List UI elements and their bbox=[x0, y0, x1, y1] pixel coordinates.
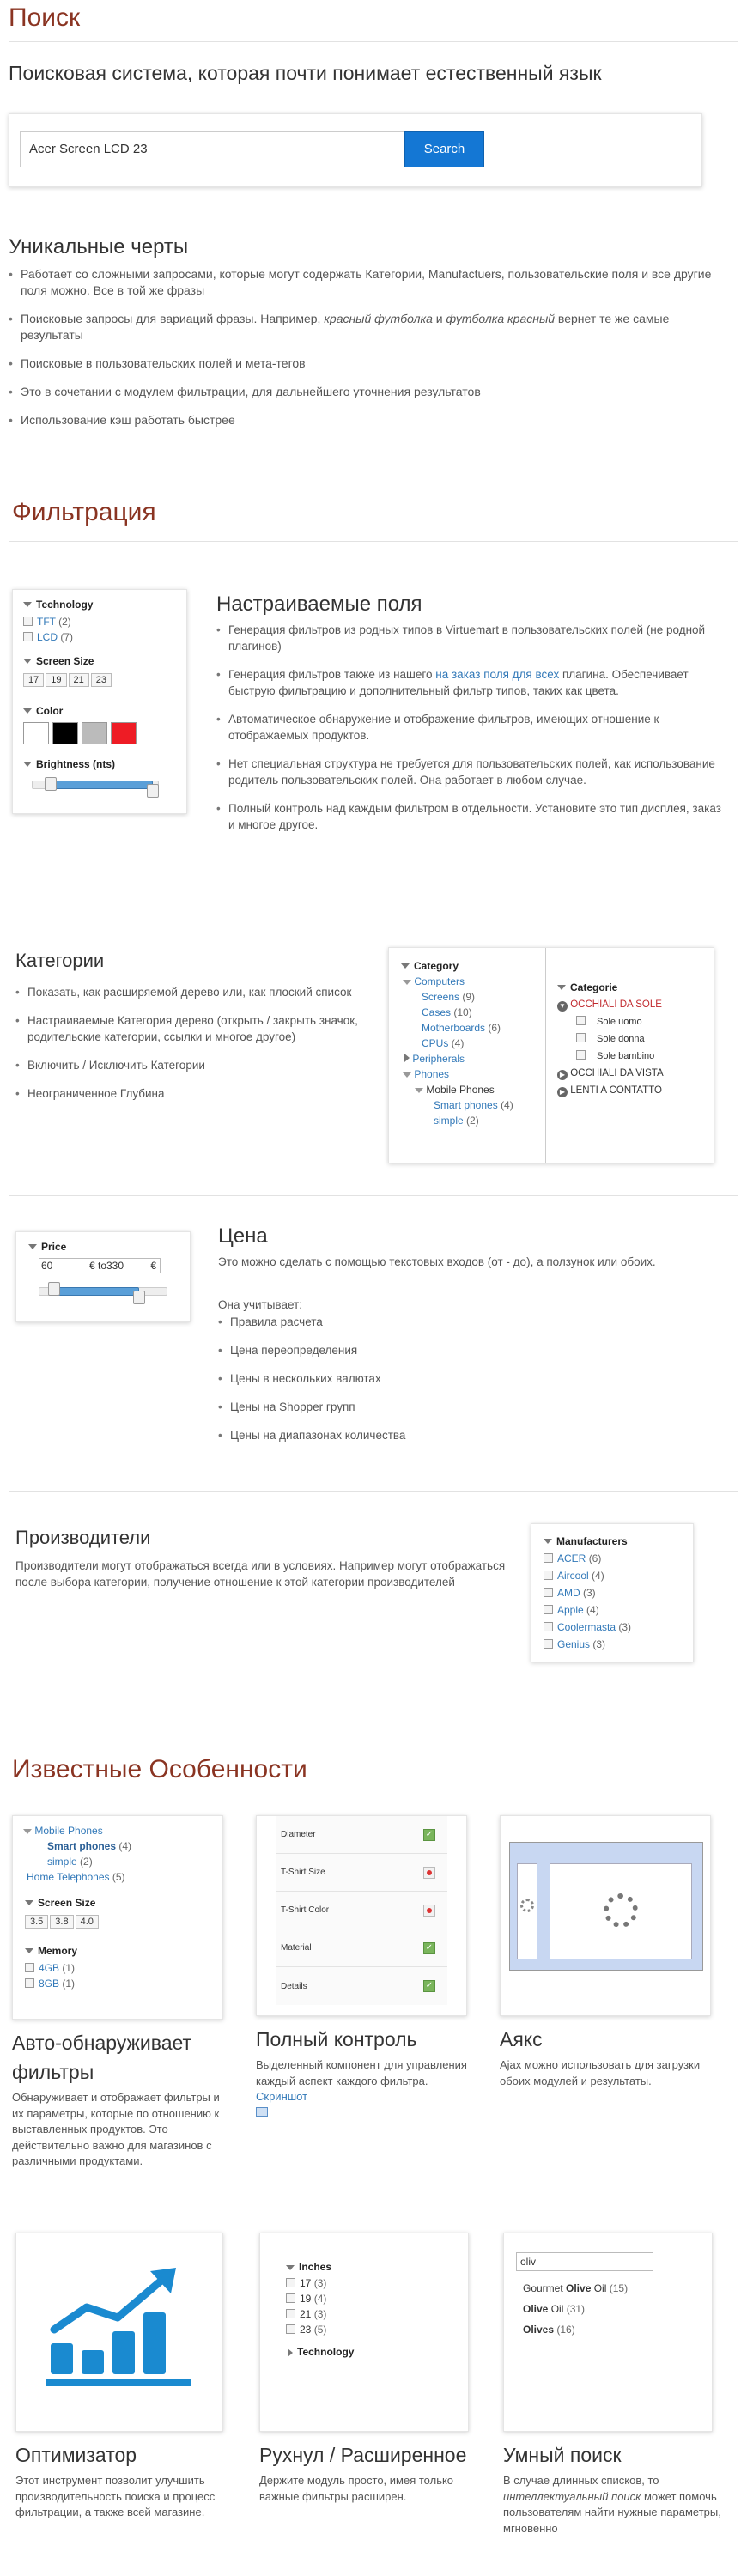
chevron-down-icon bbox=[544, 1539, 552, 1544]
manufacturer-option[interactable]: Coolermasta bbox=[557, 1621, 616, 1633]
tree-item[interactable]: Peripherals bbox=[412, 1053, 465, 1065]
categories-heading: Категории bbox=[15, 950, 105, 971]
suggestion-item[interactable]: Olive Oil (31) bbox=[523, 2303, 586, 2315]
search-subtitle: Поисковая система, которая почти понимает естественный язык bbox=[9, 62, 602, 84]
categorie-title[interactable]: Categorie bbox=[557, 979, 708, 996]
checkbox[interactable] bbox=[25, 1963, 34, 1972]
price-considers: Она учитывает: bbox=[218, 1298, 302, 1311]
chevron-down-icon bbox=[23, 1829, 32, 1834]
color-filter-title[interactable]: Color bbox=[23, 705, 140, 717]
full-control-demo bbox=[256, 1815, 467, 2016]
chevron-down-icon bbox=[403, 980, 411, 985]
list-item: • Использование кэш работать быстрее bbox=[9, 412, 730, 428]
smart-search-desc: В случае длинных списков, то интеллектуальный поиск может помочь пользователям найти нужные параметры, мгновенно bbox=[503, 2474, 721, 2535]
slider-handle[interactable] bbox=[48, 1282, 60, 1296]
ajax-sidebar bbox=[517, 1863, 537, 1959]
list-item: • Поисковые в пользовательских полей и мета-тегов bbox=[9, 355, 730, 372]
search-demo-panel bbox=[9, 113, 702, 187]
list-item: • Автоматическое обнаружение и отображение фильтров, имеющих отношение к отображаемых продуктов. bbox=[216, 711, 725, 744]
manufacturers-title[interactable]: Manufacturers bbox=[544, 1533, 631, 1550]
tree-item[interactable]: simple bbox=[434, 1115, 464, 1127]
slider-handle[interactable] bbox=[133, 1291, 145, 1304]
smart-search-input[interactable]: oliv bbox=[516, 2252, 653, 2271]
inches-title[interactable]: Inches bbox=[286, 2259, 354, 2275]
control-row: Diameter ✓ bbox=[276, 1816, 447, 1854]
category-title[interactable]: Category bbox=[401, 958, 542, 974]
price-range-inputs: 60 € to 330 € bbox=[39, 1258, 161, 1273]
slider-handle[interactable] bbox=[45, 777, 57, 791]
manufacturers-demo-panel: Manufacturers ACER (6) Aircool (4) AMD (3) Apple (4) Coolermasta (3) Genius (3) bbox=[531, 1523, 694, 1662]
optimizer-desc: Этот инструмент позволит улучшить производительность поиска и процесс фильтрации, а также всей магазине. bbox=[15, 2474, 216, 2518]
subcategory[interactable]: Sole donna bbox=[597, 1034, 645, 1044]
manufacturer-option[interactable]: Genius bbox=[557, 1638, 591, 1650]
size-option[interactable]: 17 bbox=[23, 673, 44, 687]
control-row: T-Shirt Color bbox=[276, 1892, 447, 1929]
loading-spinner-icon bbox=[604, 1893, 638, 1928]
optimizer-demo bbox=[15, 2233, 223, 2432]
list-item: • Полный контроль над каждым фильтром в отдельности. Установите это тип дисплея, заказ и многое другое. bbox=[216, 800, 725, 833]
filter-option[interactable]: TFT bbox=[37, 616, 56, 628]
price-desc: Это можно сделать с помощью текстовых входов (от - до), а ползунок или обоих. bbox=[218, 1255, 656, 1268]
auto-detect-demo: Mobile Phones Smart phones (4) simple (2) Home Telephones (5) Screen Size 3.5 3.8 4.0 Memory 4GB (1) 8GB (1) bbox=[12, 1815, 223, 2020]
chevron-down-icon bbox=[23, 708, 32, 714]
features-title: Известные Особенности bbox=[12, 1755, 307, 1783]
control-row: Material ✓ bbox=[276, 1929, 447, 1967]
category-demo-panel: Category Computers Screens (9) Cases (10) Motherboards (6) CPUs (4) Peripherals Phones Mobile Phones Smart phones (4) simple (2) Categorie ▼ OCCHIALI DA SOLE Sole uomo Sole donna Sole bambino ▶ OCCHIALI DA VISTA ▶ LENTI A CONTATTO bbox=[388, 947, 714, 1163]
list-item: • Цены на Shopper групп bbox=[218, 1399, 716, 1415]
image-icon[interactable] bbox=[256, 2107, 268, 2117]
control-row: Details ✓ bbox=[276, 1967, 447, 2005]
list-item: • Генерация фильтров из родных типов в Virtuemart в пользовательских полей (не родной плагинов) bbox=[216, 622, 725, 654]
toggle-icon[interactable] bbox=[423, 1867, 435, 1879]
category-closed[interactable]: OCCHIALI DA VISTA bbox=[570, 1068, 664, 1078]
manufacturer-option[interactable]: Aircool bbox=[557, 1570, 589, 1582]
filter-option[interactable]: 8GB bbox=[39, 1978, 60, 1990]
checkbox[interactable] bbox=[23, 632, 33, 641]
unique-list bbox=[9, 266, 730, 440]
brightness-slider-range bbox=[51, 781, 152, 789]
list-item: • Поисковые запросы для вариаций фразы. Например, красный футболка и футболка красный вернет те же самые результаты bbox=[9, 311, 730, 343]
custom-fields-heading: Настраиваемые поля bbox=[216, 592, 422, 616]
auto-detect-heading: Авто-обнаруживает фильтры bbox=[12, 2032, 192, 2083]
filter-option[interactable]: 19 bbox=[300, 2293, 312, 2305]
price-heading: Цена bbox=[218, 1224, 268, 1248]
manufacturer-option[interactable]: AMD bbox=[557, 1587, 580, 1599]
ajax-frame bbox=[509, 1842, 703, 1971]
list-item: • Цены на диапазонах количества bbox=[218, 1427, 716, 1443]
price-demo-panel bbox=[15, 1231, 191, 1322]
price-to-label: € to bbox=[89, 1260, 107, 1272]
chevron-down-icon bbox=[25, 1948, 33, 1953]
list-item: • Цена переопределения bbox=[218, 1342, 716, 1358]
size-option[interactable]: 3.5 bbox=[25, 1915, 48, 1929]
subcategory[interactable]: Sole uomo bbox=[597, 1017, 642, 1027]
ajax-desc: Ajax можно использовать для загрузки обоих модулей и результаты. bbox=[500, 2058, 701, 2087]
custom-fields-link[interactable]: на заказ поля для всех bbox=[435, 668, 560, 681]
list-item: • Включить / Исключить Категории bbox=[15, 1057, 373, 1073]
memory-title[interactable]: Memory bbox=[25, 1945, 77, 1957]
chevron-down-icon bbox=[401, 963, 410, 969]
growth-chart-icon bbox=[42, 2264, 197, 2393]
list-item: • Нет специальная структура не требуется для пользовательских полей, как использование родитель пользовательских полей. Она работает в любом случае. bbox=[216, 756, 725, 788]
smart-search-heading: Умный поиск bbox=[503, 2444, 622, 2466]
tree-item[interactable]: CPUs bbox=[422, 1037, 449, 1049]
chevron-down-icon bbox=[23, 762, 32, 767]
chevron-down-icon bbox=[23, 602, 32, 607]
suggestion-item[interactable]: Gourmet Olive Oil (15) bbox=[523, 2282, 629, 2294]
loading-spinner-icon bbox=[520, 1899, 534, 1912]
collapse-heading: Рухнул / Расширенное bbox=[259, 2444, 467, 2466]
technology-collapsed[interactable]: Technology bbox=[286, 2344, 354, 2360]
tree-item[interactable]: Mobile Phones bbox=[34, 1825, 103, 1837]
price-title[interactable]: Price bbox=[28, 1241, 66, 1253]
chevron-down-icon bbox=[557, 985, 566, 990]
control-row: T-Shirt Size bbox=[276, 1854, 447, 1892]
filter-option[interactable]: LCD bbox=[37, 631, 58, 643]
expand-icon: ▶ bbox=[557, 1070, 568, 1080]
checkbox[interactable] bbox=[544, 1588, 553, 1597]
collapse-desc: Держите модуль просто, имея только важные фильтры расширен. bbox=[259, 2474, 454, 2503]
suggestion-list bbox=[523, 2278, 628, 2340]
tree-item[interactable]: Smart phones bbox=[434, 1099, 498, 1111]
price-slider-range bbox=[54, 1287, 139, 1296]
list-item: • Генерация фильтров также из нашего на заказ поля для всех плагина. Обеспечивает быструю фильтрацию и дополнительный фильтр типов, таких как цвета. bbox=[216, 666, 725, 699]
checkbox[interactable] bbox=[544, 1553, 553, 1563]
checkbox[interactable] bbox=[544, 1571, 553, 1580]
checkbox[interactable] bbox=[544, 1639, 553, 1649]
chevron-down-icon bbox=[23, 659, 32, 664]
checkbox[interactable] bbox=[576, 1033, 586, 1042]
tree-item[interactable]: Screens bbox=[422, 991, 460, 1003]
subcategory[interactable]: Sole bambino bbox=[597, 1051, 655, 1061]
screen-size-title[interactable]: Screen Size bbox=[25, 1897, 100, 1909]
filtering-title: Фильтрация bbox=[12, 498, 156, 526]
filter-option[interactable]: 21 bbox=[300, 2308, 312, 2320]
tree-item[interactable]: Cases bbox=[422, 1006, 452, 1018]
search-input[interactable]: Acer Screen LCD 23 bbox=[20, 131, 406, 167]
full-control-heading: Полный контроль bbox=[256, 2028, 417, 2050]
ajax-content bbox=[550, 1863, 692, 1959]
unique-title: Уникальные черты bbox=[9, 235, 189, 258]
filter-option[interactable]: 23 bbox=[300, 2324, 312, 2336]
toggle-icon[interactable] bbox=[423, 1905, 435, 1917]
chevron-down-icon bbox=[403, 1072, 411, 1078]
search-button[interactable]: Search bbox=[404, 131, 484, 167]
manufacturers-desc: Производители могут отображаться всегда или в условиях. Например могут отображаться после выбора категории, получение отношение к этой категории производителей bbox=[15, 1559, 506, 1589]
checkbox[interactable] bbox=[544, 1605, 553, 1614]
checkbox[interactable] bbox=[25, 1978, 34, 1988]
filter-demo-panel: Technology TFT (2) LCD (7) Screen Size 17 19 21 23 Color Brightness (nts) bbox=[12, 589, 187, 814]
list-item: • Работает со сложными запросами, которые могут содержать Категории, Manufactuers, пользовательские поля и все другие поля можно. Все в той же фразы bbox=[9, 266, 730, 299]
collapse-icon: ▼ bbox=[557, 1001, 568, 1012]
list-item: • Настраиваемые Категория дерево (открыть / закрыть значок, родительские категории, ссылки и многое другое) bbox=[15, 1012, 373, 1045]
category-open[interactable]: OCCHIALI DA SOLE bbox=[570, 999, 662, 1010]
checkbox[interactable] bbox=[286, 2309, 295, 2318]
slider-handle[interactable] bbox=[147, 784, 159, 798]
tree-item[interactable]: simple bbox=[47, 1856, 77, 1868]
checkbox[interactable] bbox=[286, 2324, 295, 2334]
checkbox[interactable] bbox=[576, 1050, 586, 1060]
tree-item[interactable]: Home Telephones bbox=[27, 1871, 110, 1883]
chevron-down-icon bbox=[415, 1088, 423, 1093]
smart-search-demo bbox=[503, 2233, 713, 2432]
price-to-input[interactable]: 330 bbox=[106, 1260, 125, 1272]
chevron-down-icon bbox=[28, 1244, 37, 1249]
chevron-down-icon bbox=[286, 2265, 295, 2270]
size-option[interactable]: 4.0 bbox=[76, 1915, 99, 1929]
chevron-right-icon bbox=[404, 1054, 410, 1062]
chevron-down-icon bbox=[25, 1900, 33, 1905]
expand-icon: ▶ bbox=[557, 1087, 568, 1097]
filter-option[interactable]: 17 bbox=[300, 2277, 312, 2289]
manufacturer-option[interactable]: ACER bbox=[557, 1552, 586, 1564]
checkbox[interactable] bbox=[544, 1622, 553, 1631]
color-swatch-black[interactable] bbox=[52, 722, 78, 744]
optimizer-heading: Оптимизатор bbox=[15, 2444, 137, 2466]
screenshot-link[interactable]: Скриншот bbox=[256, 2090, 308, 2103]
color-swatch-gray[interactable] bbox=[82, 722, 107, 744]
checkbox[interactable] bbox=[286, 2293, 295, 2303]
size-option[interactable]: 23 bbox=[91, 673, 112, 687]
toggle-icon[interactable]: ✓ bbox=[423, 1829, 435, 1841]
list-item: • Правила расчета bbox=[218, 1314, 716, 1330]
suggestion-item[interactable]: Olives (16) bbox=[523, 2324, 575, 2336]
brightness-filter-title[interactable]: Brightness (nts) bbox=[23, 758, 115, 770]
tree-item[interactable]: Phones bbox=[414, 1068, 450, 1080]
checkbox[interactable] bbox=[286, 2278, 295, 2287]
auto-detect-desc: Обнаруживает и отображает фильтры и их параметры, которые по отношению к выставленных продуктов. Это действительно важно для магазинов с различными продуктами. bbox=[12, 2091, 220, 2167]
filter-option[interactable]: 4GB bbox=[39, 1962, 60, 1974]
ajax-demo bbox=[500, 1815, 711, 2016]
ajax-heading: Аякс bbox=[500, 2028, 543, 2050]
list-item: • Показать, как расширяемой дерево или, как плоский список bbox=[15, 984, 373, 1000]
size-option[interactable]: 3.8 bbox=[50, 1915, 73, 1929]
category-closed[interactable]: LENTI A CONTATTO bbox=[570, 1085, 662, 1096]
chevron-right-icon bbox=[288, 2348, 293, 2357]
screen-size-title[interactable]: Screen Size bbox=[23, 655, 113, 667]
list-item: • Это в сочетании с модулем фильтрации, для дальнейшего уточнения результатов bbox=[9, 384, 730, 400]
checkbox[interactable] bbox=[576, 1016, 586, 1025]
tree-item[interactable]: Smart phones bbox=[47, 1840, 117, 1852]
toggle-icon[interactable]: ✓ bbox=[423, 1980, 435, 1992]
technology-filter-title[interactable]: Technology bbox=[23, 598, 93, 611]
list-item: • Цены в нескольких валютах bbox=[218, 1370, 716, 1387]
toggle-icon[interactable]: ✓ bbox=[423, 1942, 435, 1954]
list-item: • Неограниченное Глубина bbox=[15, 1085, 373, 1102]
manufacturers-heading: Производители bbox=[15, 1527, 151, 1548]
size-option[interactable]: 19 bbox=[46, 673, 66, 687]
tree-item[interactable]: Motherboards bbox=[422, 1022, 486, 1034]
size-option[interactable]: 21 bbox=[69, 673, 89, 687]
search-section-title: Поиск bbox=[9, 3, 81, 32]
checkbox[interactable] bbox=[23, 617, 33, 626]
tree-item[interactable]: Computers bbox=[414, 975, 465, 987]
tree-item[interactable]: Mobile Phones bbox=[426, 1084, 495, 1096]
manufacturer-option[interactable]: Apple bbox=[557, 1604, 584, 1616]
full-control-desc: Выделенный компонент для управления каждый аспект каждого фильтра. Скриншот bbox=[256, 2057, 471, 2121]
collapse-demo: Inches 17 (3) 19 (4) 21 (3) 23 (5) Technology bbox=[259, 2233, 469, 2432]
color-swatch-red[interactable] bbox=[111, 722, 137, 744]
color-swatch-white[interactable] bbox=[23, 722, 49, 744]
price-from-input[interactable]: 60 bbox=[41, 1260, 53, 1272]
